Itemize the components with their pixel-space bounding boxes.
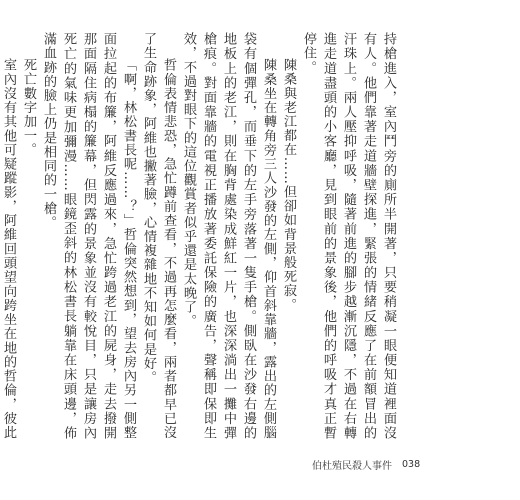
paragraph: 室內沒有其他可疑蹤影，阿維回頭望向跨坐在地的哲倫，彼此 [1, 58, 16, 440]
paragraph: 陳桑與老江都在……但卻如背景般死寂。 [281, 58, 296, 313]
running-book-title: 伯杜殖民殺人事件 [312, 460, 392, 472]
page-footer [312, 456, 432, 472]
body-text [1, 32, 398, 440]
paragraph: 持槍進入，室內鬥旁的廁所半開著，只要稍凝一眼便知道裡面沒有人。他們靠著走道牆壁探進，緊張的情緒反應了在前額冒出的汗珠上。兩人壓抑呼吸，隨著前進的腳步越漸沉隱，不過在右轉進走道盡頭的小客廳，見到眼前的景象後，他們的呼吸才真正暫停住。 [301, 32, 396, 440]
paragraph: 陳桑坐在轉角旁三人沙發的左側，仰首斜靠牆，露出的左側腦袋有個彈孔，而垂下的左手旁落著一隻手槍。側臥在沙發右邊的地板上的老江，則在胸背處染成鮮紅一片，也深深淌出一攤中彈槍痕。對面靠牆的電視正播放著委託保險的廣告，聲稱即保即生效，不過對眼下的這位觀賞者似乎還是太晚了。 [181, 32, 276, 440]
paragraph: 哲倫表情悲恐，急忙蹲前查看，不過再怎麼看，兩者都早已沒了生命跡象，阿維也撇著臉，心情複雜地不知如何是好。 [141, 32, 176, 440]
paragraph: 「啊，林松書長呢……？」哲倫突然想到，望去房內另一側整面拉起的布簾，阿維反應過來，急忙跨過老江的屍身，走去撥開那面隔住病榻的簾幕，但閃露的景象並沒有較悅目，只是讓房內死亡的氣味更加彌漫……眼鏡歪斜的林松書長躺靠在床頭邊，佈滿血跡的臉上仍是相同的一槍。 [41, 32, 136, 440]
page-number: 038 [402, 458, 421, 470]
paragraph: 死亡數字加一。 [21, 58, 36, 158]
